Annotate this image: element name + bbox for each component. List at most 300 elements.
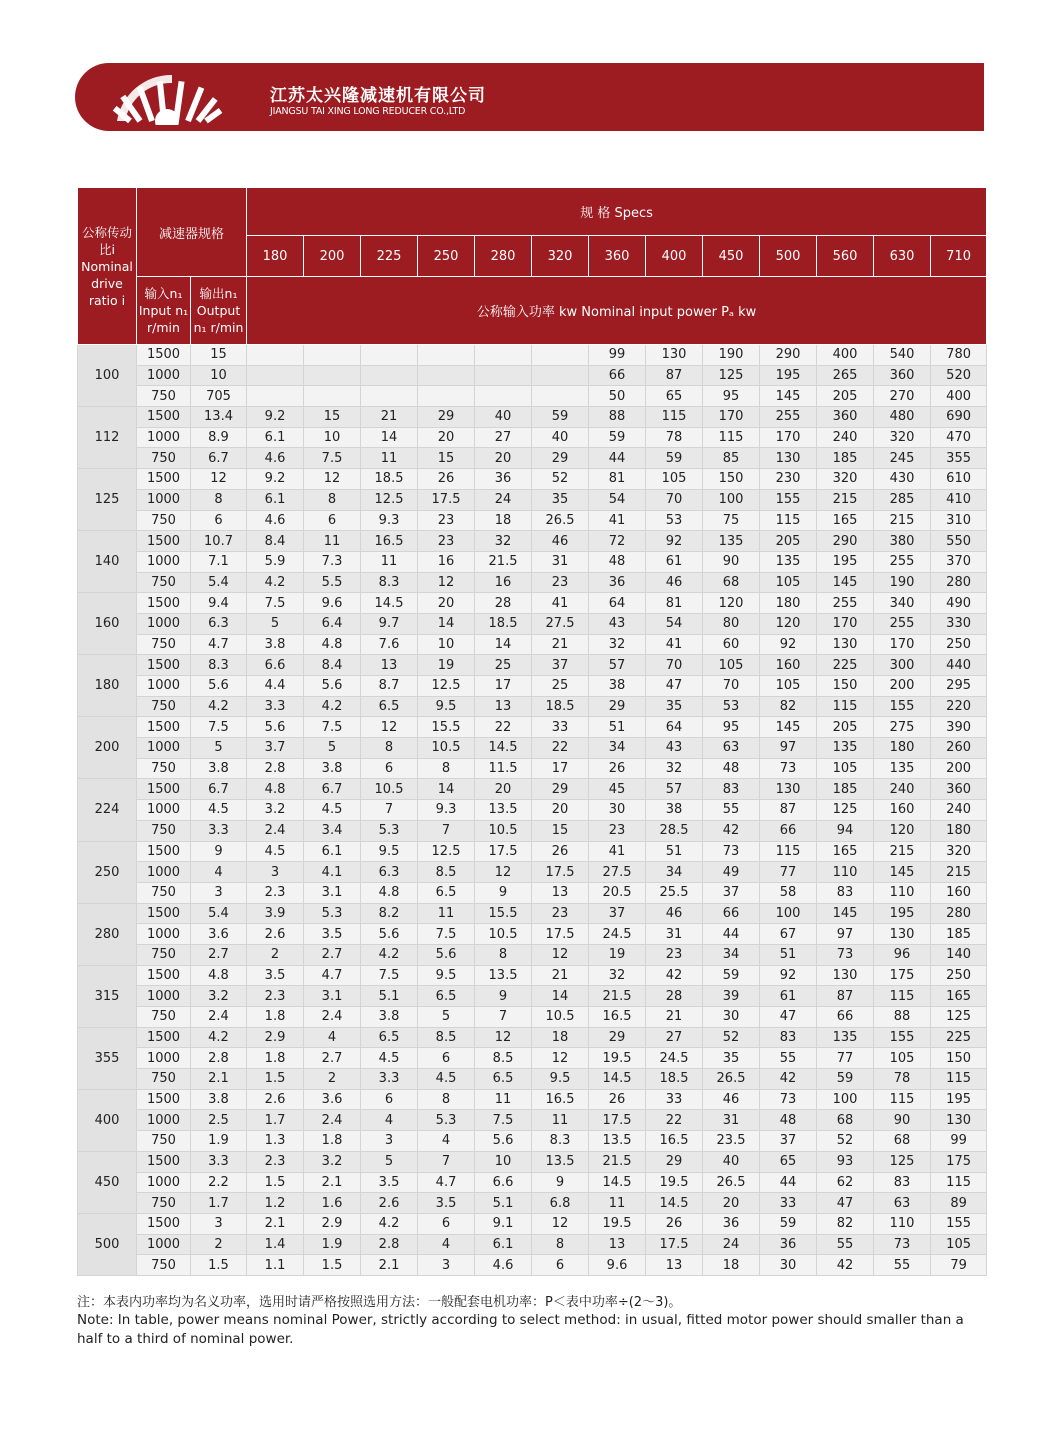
ratio-cell: 400 bbox=[78, 1089, 137, 1151]
power-cell: 85 bbox=[703, 448, 760, 469]
power-cell: 59 bbox=[760, 1213, 817, 1234]
power-cell: 10.5 bbox=[418, 738, 475, 759]
power-cell: 63 bbox=[703, 738, 760, 759]
power-cell: 17 bbox=[532, 758, 589, 779]
input-speed-cell: 750 bbox=[137, 448, 191, 469]
power-cell: 11 bbox=[475, 1089, 532, 1110]
power-cell: 690 bbox=[931, 407, 987, 428]
header-banner bbox=[75, 63, 984, 131]
power-cell: 63 bbox=[874, 1193, 931, 1214]
power-cell: 78 bbox=[874, 1069, 931, 1090]
power-cell: 3.5 bbox=[247, 965, 304, 986]
power-cell: 2.9 bbox=[304, 1213, 361, 1234]
power-cell: 26.5 bbox=[703, 1069, 760, 1090]
power-cell: 16 bbox=[475, 572, 532, 593]
power-cell: 68 bbox=[703, 572, 760, 593]
power-cell: 5 bbox=[304, 738, 361, 759]
power-cell: 38 bbox=[646, 800, 703, 821]
power-cell: 115 bbox=[760, 510, 817, 531]
power-cell: 205 bbox=[817, 717, 874, 738]
ratio-header bbox=[78, 188, 137, 345]
power-cell: 10 bbox=[475, 1151, 532, 1172]
power-cell: 28 bbox=[646, 986, 703, 1007]
output-speed-cell: 5.4 bbox=[191, 903, 247, 924]
size-header-cell: 320 bbox=[532, 236, 589, 277]
power-cell: 48 bbox=[589, 551, 646, 572]
power-cell: 33 bbox=[532, 717, 589, 738]
power-cell: 310 bbox=[931, 510, 987, 531]
power-cell bbox=[532, 365, 589, 386]
power-cell: 18.5 bbox=[361, 469, 418, 490]
power-cell: 59 bbox=[646, 448, 703, 469]
power-cell: 3.7 bbox=[247, 738, 304, 759]
power-cell: 8 bbox=[418, 758, 475, 779]
power-cell: 105 bbox=[817, 758, 874, 779]
table-row bbox=[78, 1048, 987, 1069]
power-cell bbox=[418, 345, 475, 366]
power-cell: 11 bbox=[361, 448, 418, 469]
power-cell bbox=[475, 365, 532, 386]
ratio-cell: 100 bbox=[78, 345, 137, 407]
power-cell: 130 bbox=[646, 345, 703, 366]
power-cell: 14 bbox=[418, 613, 475, 634]
input-speed-cell: 1500 bbox=[137, 593, 191, 614]
size-header-cell: 225 bbox=[361, 236, 418, 277]
output-speed-cell: 8.3 bbox=[191, 655, 247, 676]
ratio-cell: 160 bbox=[78, 593, 137, 655]
size-header-cell: 280 bbox=[475, 236, 532, 277]
input-speed-cell: 750 bbox=[137, 510, 191, 531]
power-cell: 4 bbox=[418, 1131, 475, 1152]
table-row bbox=[78, 613, 987, 634]
power-cell: 88 bbox=[874, 1007, 931, 1028]
output-speed-cell: 5.6 bbox=[191, 676, 247, 697]
power-cell: 83 bbox=[874, 1172, 931, 1193]
power-cell: 12.5 bbox=[418, 841, 475, 862]
power-cell: 15.5 bbox=[418, 717, 475, 738]
output-speed-cell: 7.1 bbox=[191, 551, 247, 572]
power-cell: 35 bbox=[646, 696, 703, 717]
power-cell: 42 bbox=[646, 965, 703, 986]
power-cell: 14.5 bbox=[646, 1193, 703, 1214]
power-cell: 23 bbox=[532, 903, 589, 924]
power-cell: 5.5 bbox=[304, 572, 361, 593]
power-cell: 6 bbox=[304, 510, 361, 531]
input-speed-cell: 750 bbox=[137, 882, 191, 903]
power-cell: 270 bbox=[874, 386, 931, 407]
power-cell: 175 bbox=[874, 965, 931, 986]
power-cell: 13.5 bbox=[475, 965, 532, 986]
power-cell: 9 bbox=[475, 882, 532, 903]
power-cell: 155 bbox=[931, 1213, 987, 1234]
power-cell: 97 bbox=[817, 924, 874, 945]
input-speed-cell: 1000 bbox=[137, 1110, 191, 1131]
table-row bbox=[78, 386, 987, 407]
power-cell: 145 bbox=[817, 572, 874, 593]
output-speed-cell: 705 bbox=[191, 386, 247, 407]
power-cell: 8.7 bbox=[361, 676, 418, 697]
power-cell: 11 bbox=[304, 531, 361, 552]
power-cell: 130 bbox=[760, 448, 817, 469]
power-cell: 96 bbox=[874, 944, 931, 965]
power-cell: 92 bbox=[760, 634, 817, 655]
company-name-cn: 江苏太兴隆减速机有限公司 bbox=[270, 86, 486, 106]
power-cell: 290 bbox=[760, 345, 817, 366]
power-cell: 115 bbox=[931, 1172, 987, 1193]
input-speed-cell: 1500 bbox=[137, 903, 191, 924]
power-cell: 22 bbox=[646, 1110, 703, 1131]
power-cell bbox=[418, 365, 475, 386]
power-cell: 2.4 bbox=[247, 820, 304, 841]
input-speed-cell: 1000 bbox=[137, 1234, 191, 1255]
power-cell: 130 bbox=[874, 924, 931, 945]
power-cell: 59 bbox=[532, 407, 589, 428]
power-cell: 65 bbox=[646, 386, 703, 407]
power-cell: 115 bbox=[874, 1089, 931, 1110]
power-cell: 5 bbox=[418, 1007, 475, 1028]
power-cell: 165 bbox=[931, 986, 987, 1007]
size-header-cell: 250 bbox=[418, 236, 475, 277]
power-cell: 17.5 bbox=[532, 862, 589, 883]
input-speed-cell: 1000 bbox=[137, 551, 191, 572]
power-cell bbox=[247, 345, 304, 366]
power-cell: 8.3 bbox=[361, 572, 418, 593]
power-cell: 145 bbox=[817, 903, 874, 924]
speed-header-label: 减速器规格 bbox=[159, 226, 225, 242]
table-row bbox=[78, 696, 987, 717]
input-speed-cell: 750 bbox=[137, 944, 191, 965]
power-cell: 285 bbox=[874, 489, 931, 510]
table-row bbox=[78, 634, 987, 655]
input-speed-cell: 1000 bbox=[137, 862, 191, 883]
power-cell: 8.5 bbox=[418, 1027, 475, 1048]
power-cell: 9 bbox=[532, 1172, 589, 1193]
power-cell: 185 bbox=[931, 924, 987, 945]
power-cell: 64 bbox=[589, 593, 646, 614]
power-cell: 110 bbox=[874, 1213, 931, 1234]
power-cell: 13.5 bbox=[532, 1151, 589, 1172]
power-cell: 26 bbox=[532, 841, 589, 862]
power-cell: 5.6 bbox=[361, 924, 418, 945]
power-cell: 120 bbox=[874, 820, 931, 841]
power-cell: 170 bbox=[874, 634, 931, 655]
power-cell: 62 bbox=[817, 1172, 874, 1193]
size-header-cell: 710 bbox=[931, 236, 987, 277]
power-cell: 5.3 bbox=[361, 820, 418, 841]
power-cell: 7 bbox=[418, 1151, 475, 1172]
power-cell: 440 bbox=[931, 655, 987, 676]
power-cell: 125 bbox=[931, 1007, 987, 1028]
power-cell: 4.8 bbox=[361, 882, 418, 903]
ratio-cell: 500 bbox=[78, 1213, 137, 1275]
power-cell: 77 bbox=[817, 1048, 874, 1069]
power-cell: 160 bbox=[760, 655, 817, 676]
power-cell: 8 bbox=[532, 1234, 589, 1255]
power-cell: 20 bbox=[475, 779, 532, 800]
power-cell: 37 bbox=[760, 1131, 817, 1152]
power-cell: 10.5 bbox=[361, 779, 418, 800]
power-cell: 3 bbox=[361, 1131, 418, 1152]
power-cell: 6.1 bbox=[475, 1234, 532, 1255]
power-cell: 100 bbox=[817, 1089, 874, 1110]
power-cell: 92 bbox=[760, 965, 817, 986]
power-cell: 99 bbox=[931, 1131, 987, 1152]
output-speed-cell: 3.8 bbox=[191, 1089, 247, 1110]
power-cell: 70 bbox=[703, 676, 760, 697]
power-cell: 23 bbox=[589, 820, 646, 841]
power-cell: 5.6 bbox=[475, 1131, 532, 1152]
power-cell: 90 bbox=[874, 1110, 931, 1131]
power-cell: 3.2 bbox=[247, 800, 304, 821]
power-cell: 165 bbox=[817, 841, 874, 862]
power-cell: 8 bbox=[304, 489, 361, 510]
power-cell: 27 bbox=[475, 427, 532, 448]
power-cell: 12 bbox=[475, 1027, 532, 1048]
power-cell: 195 bbox=[874, 903, 931, 924]
power-header bbox=[247, 277, 987, 345]
power-cell: 6 bbox=[361, 1089, 418, 1110]
power-cell: 2.8 bbox=[247, 758, 304, 779]
power-cell: 16.5 bbox=[361, 531, 418, 552]
power-cell: 8 bbox=[361, 738, 418, 759]
power-cell: 320 bbox=[874, 427, 931, 448]
power-cell: 2.1 bbox=[361, 1255, 418, 1276]
table-row bbox=[78, 407, 987, 428]
power-cell: 155 bbox=[760, 489, 817, 510]
power-cell: 7.5 bbox=[247, 593, 304, 614]
table-row bbox=[78, 572, 987, 593]
power-cell: 180 bbox=[931, 820, 987, 841]
power-cell: 245 bbox=[874, 448, 931, 469]
power-cell: 12.5 bbox=[418, 676, 475, 697]
power-cell: 29 bbox=[532, 779, 589, 800]
power-cell: 4.2 bbox=[247, 572, 304, 593]
output-speed-cell: 9 bbox=[191, 841, 247, 862]
power-cell: 35 bbox=[703, 1048, 760, 1069]
power-cell: 6.7 bbox=[304, 779, 361, 800]
input-speed-cell: 1500 bbox=[137, 1089, 191, 1110]
input-speed-cell: 750 bbox=[137, 1069, 191, 1090]
power-cell: 38 bbox=[589, 676, 646, 697]
power-cell: 7.6 bbox=[361, 634, 418, 655]
input-speed-cell: 1500 bbox=[137, 841, 191, 862]
input-speed-cell: 1500 bbox=[137, 717, 191, 738]
input-speed-cell: 750 bbox=[137, 1007, 191, 1028]
power-cell: 11.5 bbox=[475, 758, 532, 779]
power-cell: 66 bbox=[703, 903, 760, 924]
table-row bbox=[78, 427, 987, 448]
power-cell: 27.5 bbox=[532, 613, 589, 634]
power-cell: 9.5 bbox=[532, 1069, 589, 1090]
power-cell: 610 bbox=[931, 469, 987, 490]
power-cell: 44 bbox=[589, 448, 646, 469]
power-cell: 6 bbox=[361, 758, 418, 779]
power-cell: 5.1 bbox=[475, 1193, 532, 1214]
power-cell: 27 bbox=[646, 1027, 703, 1048]
output-speed-cell: 3.2 bbox=[191, 986, 247, 1007]
table-row bbox=[78, 676, 987, 697]
output-speed-cell: 4.8 bbox=[191, 965, 247, 986]
power-cell: 20 bbox=[475, 448, 532, 469]
power-cell: 8 bbox=[418, 1089, 475, 1110]
power-cell: 7.5 bbox=[304, 717, 361, 738]
power-cell: 21.5 bbox=[475, 551, 532, 572]
power-cell: 8.5 bbox=[418, 862, 475, 883]
power-cell: 4.2 bbox=[304, 696, 361, 717]
power-cell: 4.2 bbox=[361, 1213, 418, 1234]
power-cell: 12 bbox=[532, 944, 589, 965]
power-cell: 9.5 bbox=[418, 965, 475, 986]
power-cell: 17.5 bbox=[532, 924, 589, 945]
power-cell: 42 bbox=[760, 1069, 817, 1090]
output-speed-cell: 2.5 bbox=[191, 1110, 247, 1131]
power-cell: 7 bbox=[418, 820, 475, 841]
power-cell: 54 bbox=[589, 489, 646, 510]
output-speed-cell: 6.3 bbox=[191, 613, 247, 634]
power-cell: 41 bbox=[532, 593, 589, 614]
power-cell: 205 bbox=[817, 386, 874, 407]
power-cell: 3 bbox=[418, 1255, 475, 1276]
power-cell: 31 bbox=[532, 551, 589, 572]
power-cell: 53 bbox=[703, 696, 760, 717]
output-speed-cell: 9.4 bbox=[191, 593, 247, 614]
power-cell: 18 bbox=[475, 510, 532, 531]
power-cell: 185 bbox=[817, 779, 874, 800]
power-cell: 6.6 bbox=[475, 1172, 532, 1193]
power-cell: 30 bbox=[589, 800, 646, 821]
table-row bbox=[78, 862, 987, 883]
output-speed-cell: 1.5 bbox=[191, 1255, 247, 1276]
power-cell: 1.8 bbox=[247, 1048, 304, 1069]
power-cell: 72 bbox=[589, 531, 646, 552]
power-cell: 9.2 bbox=[247, 407, 304, 428]
power-cell: 275 bbox=[874, 717, 931, 738]
power-cell: 95 bbox=[703, 386, 760, 407]
power-cell: 15.5 bbox=[475, 903, 532, 924]
power-cell: 26.5 bbox=[703, 1172, 760, 1193]
power-cell: 49 bbox=[703, 862, 760, 883]
output-speed-cell: 15 bbox=[191, 345, 247, 366]
output-speed-cell: 3 bbox=[191, 882, 247, 903]
power-cell: 18.5 bbox=[532, 696, 589, 717]
power-cell: 135 bbox=[874, 758, 931, 779]
power-cell: 20 bbox=[418, 427, 475, 448]
power-cell: 160 bbox=[931, 882, 987, 903]
power-cell: 20.5 bbox=[589, 882, 646, 903]
power-cell: 33 bbox=[646, 1089, 703, 1110]
power-cell: 23.5 bbox=[703, 1131, 760, 1152]
table-row bbox=[78, 1172, 987, 1193]
power-cell: 50 bbox=[589, 386, 646, 407]
power-cell: 21.5 bbox=[589, 986, 646, 1007]
power-cell: 14.5 bbox=[589, 1069, 646, 1090]
input-speed-cell: 1000 bbox=[137, 924, 191, 945]
power-cell: 12 bbox=[304, 469, 361, 490]
power-cell bbox=[361, 345, 418, 366]
power-cell: 44 bbox=[703, 924, 760, 945]
input-speed-cell: 1500 bbox=[137, 779, 191, 800]
power-cell bbox=[304, 345, 361, 366]
power-cell: 540 bbox=[874, 345, 931, 366]
power-cell: 2 bbox=[304, 1069, 361, 1090]
power-cell: 4.8 bbox=[304, 634, 361, 655]
power-cell: 37 bbox=[589, 903, 646, 924]
power-cell: 8.2 bbox=[361, 903, 418, 924]
power-cell: 4.7 bbox=[418, 1172, 475, 1193]
power-cell: 29 bbox=[646, 1151, 703, 1172]
power-cell: 48 bbox=[703, 758, 760, 779]
power-cell: 1.5 bbox=[247, 1069, 304, 1090]
input-speed-cell: 750 bbox=[137, 1255, 191, 1276]
power-cell: 13 bbox=[475, 696, 532, 717]
power-cell: 7.3 bbox=[304, 551, 361, 572]
power-cell: 89 bbox=[931, 1193, 987, 1214]
power-cell: 4.8 bbox=[247, 779, 304, 800]
power-cell: 145 bbox=[760, 386, 817, 407]
power-cell: 88 bbox=[589, 407, 646, 428]
power-cell: 13 bbox=[361, 655, 418, 676]
power-cell: 66 bbox=[760, 820, 817, 841]
power-cell: 55 bbox=[874, 1255, 931, 1276]
power-cell: 2.4 bbox=[304, 1007, 361, 1028]
power-cell: 115 bbox=[874, 986, 931, 1007]
power-cell: 87 bbox=[760, 800, 817, 821]
power-cell: 9 bbox=[475, 986, 532, 1007]
power-cell: 6.3 bbox=[361, 862, 418, 883]
input-speed-cell: 750 bbox=[137, 696, 191, 717]
power-cell: 3.5 bbox=[418, 1193, 475, 1214]
power-cell: 9.1 bbox=[475, 1213, 532, 1234]
size-header-cell: 200 bbox=[304, 236, 361, 277]
power-cell: 8 bbox=[475, 944, 532, 965]
power-cell: 1.7 bbox=[247, 1110, 304, 1131]
table-row bbox=[78, 903, 987, 924]
power-cell: 40 bbox=[532, 427, 589, 448]
size-header-cell: 360 bbox=[589, 236, 646, 277]
power-cell: 100 bbox=[760, 903, 817, 924]
power-cell: 83 bbox=[703, 779, 760, 800]
power-cell: 105 bbox=[931, 1234, 987, 1255]
power-cell: 1.5 bbox=[247, 1172, 304, 1193]
power-cell: 180 bbox=[760, 593, 817, 614]
power-cell: 32 bbox=[475, 531, 532, 552]
power-cell: 6.4 bbox=[304, 613, 361, 634]
power-cell: 225 bbox=[817, 655, 874, 676]
power-cell: 1.1 bbox=[247, 1255, 304, 1276]
ratio-cell: 280 bbox=[78, 903, 137, 965]
output-speed-cell: 6.7 bbox=[191, 448, 247, 469]
table-row bbox=[78, 779, 987, 800]
output-speed-cell: 2.4 bbox=[191, 1007, 247, 1028]
power-cell: 170 bbox=[703, 407, 760, 428]
input-speed-cell: 750 bbox=[137, 1193, 191, 1214]
power-cell: 2.3 bbox=[247, 1151, 304, 1172]
power-cell: 200 bbox=[874, 676, 931, 697]
power-cell: 320 bbox=[931, 841, 987, 862]
input-speed-cell: 1500 bbox=[137, 1151, 191, 1172]
power-cell: 4 bbox=[418, 1234, 475, 1255]
power-cell: 97 bbox=[760, 738, 817, 759]
power-cell: 4.6 bbox=[247, 448, 304, 469]
power-cell: 14.5 bbox=[589, 1172, 646, 1193]
power-cell: 2.1 bbox=[247, 1213, 304, 1234]
input-speed-cell: 1500 bbox=[137, 1213, 191, 1234]
power-cell: 12 bbox=[361, 717, 418, 738]
power-cell: 8.3 bbox=[532, 1131, 589, 1152]
power-cell: 87 bbox=[646, 365, 703, 386]
power-cell bbox=[304, 365, 361, 386]
power-cell: 6 bbox=[418, 1213, 475, 1234]
